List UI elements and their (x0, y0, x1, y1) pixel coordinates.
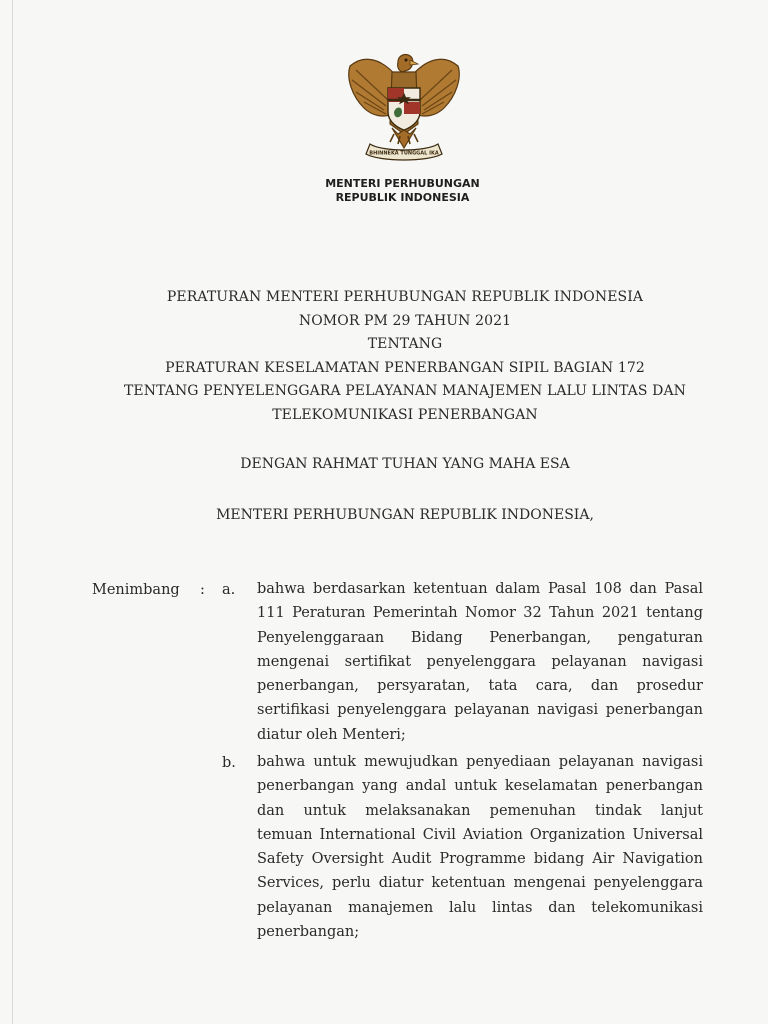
clause-line: mengenai sertifikat penyelenggara pelayanan navigasi (257, 653, 703, 670)
emblem-motto: BHINNEKA TUNGGAL IKA (369, 150, 439, 157)
clause-line: Safety Oversight Audit Programme bidang Air Navigation (257, 851, 703, 868)
minister-line: MENTERI PERHUBUNGAN REPUBLIK INDONESIA, (216, 507, 594, 523)
clause-line: diatur oleh Menteri; (257, 726, 406, 743)
considering-colon: : (200, 582, 205, 598)
garuda-emblem-icon (342, 48, 466, 166)
issuer-line-1: MENTERI PERHUBUNGAN (325, 177, 480, 190)
title-line-3: TENTANG (367, 336, 443, 352)
clause-line: pelayanan manajemen lalu lintas dan telekomunikasi (257, 899, 703, 916)
title-line-4: PERATURAN KESELAMATAN PENERBANGAN SIPIL BAGIAN 172 (165, 359, 645, 376)
clause-line: Services, perlu diatur ketentuan mengenai penyelenggara (257, 875, 703, 892)
clause-line: 111 Peraturan Pemerintah Nomor 32 Tahun 2021 tentang (257, 605, 703, 622)
clause-line: temuan International Civil Aviation Organization Universal (257, 826, 703, 843)
title-line-6: TELEKOMUNIKASI PENERBANGAN (272, 406, 538, 423)
clause-line: bahwa berdasarkan ketentuan dalam Pasal 108 dan Pasal (257, 581, 703, 597)
clause-letter-a: a. (222, 582, 236, 598)
clause-line: penerbangan yang andal untuk keselamatan penerbangan (257, 778, 703, 795)
clause-letter-b: b. (222, 755, 236, 771)
clause-line: bahwa untuk mewujudkan penyediaan pelayanan navigasi (257, 754, 703, 770)
invocation: DENGAN RAHMAT TUHAN YANG MAHA ESA (240, 456, 570, 472)
clause-line: penerbangan; (257, 924, 360, 941)
issuer-heading (300, 177, 505, 205)
page-edge (12, 0, 13, 1024)
title-line-1: PERATURAN MENTERI PERHUBUNGAN REPUBLIK INDONESIA (166, 289, 644, 305)
issuer-line-2: REPUBLIK INDONESIA (335, 191, 470, 204)
clause-a-text (257, 577, 703, 747)
considering-label: Menimbang (92, 582, 180, 598)
title-line-5: TENTANG PENYELENGGARA PELAYANAN MANAJEMEN LALU LINTAS DAN (123, 383, 687, 399)
title-line-2: NOMOR PM 29 TAHUN 2021 (298, 312, 512, 329)
regulation-title (80, 286, 730, 427)
clause-line: penerbangan, persyaratan, tata cara, dan prosedur (257, 678, 703, 695)
clause-line: sertifikasi penyelenggara pelayanan navigasi penerbangan (257, 702, 703, 719)
clause-b-text (257, 750, 703, 944)
clause-line: dan untuk melaksanakan pemenuhan tindak lanjut (257, 802, 703, 819)
clause-line: Penyelenggaraan Bidang Penerbangan, pengaturan (257, 629, 703, 646)
